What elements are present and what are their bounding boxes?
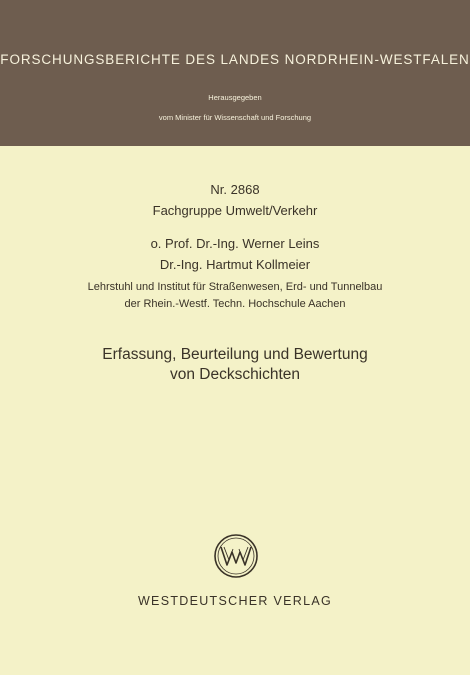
report-title-line-1: Erfassung, Beurteilung und Bewertung	[102, 346, 368, 363]
editor-name: vom Minister für Wissenschaft und Forschung	[158, 113, 312, 122]
series-title: FORSCHUNGSBERICHTE DES LANDES NORDRHEIN-WESTFALEN	[0, 52, 470, 67]
institute-line-2: der Rhein.-Westf. Techn. Hochschule Aachen	[124, 298, 346, 310]
westdeutscher-verlag-ww-logo-icon	[213, 533, 259, 579]
editor-label: Herausgegeben	[208, 93, 262, 102]
institute-line-1: Lehrstuhl und Institut für Straßenwesen, Erd- und Tunnelbau	[87, 281, 383, 293]
series-header-band	[0, 0, 470, 146]
report-group: Fachgruppe Umwelt/Verkehr	[152, 203, 318, 218]
publisher-name: WESTDEUTSCHER VERLAG	[137, 594, 333, 608]
report-title-line-2: von Deckschichten	[169, 366, 301, 383]
author-2: Dr.-Ing. Hartmut Kollmeier	[159, 257, 311, 272]
author-1: o. Prof. Dr.-Ing. Werner Leins	[150, 236, 320, 251]
report-number: Nr. 2868	[210, 182, 260, 197]
